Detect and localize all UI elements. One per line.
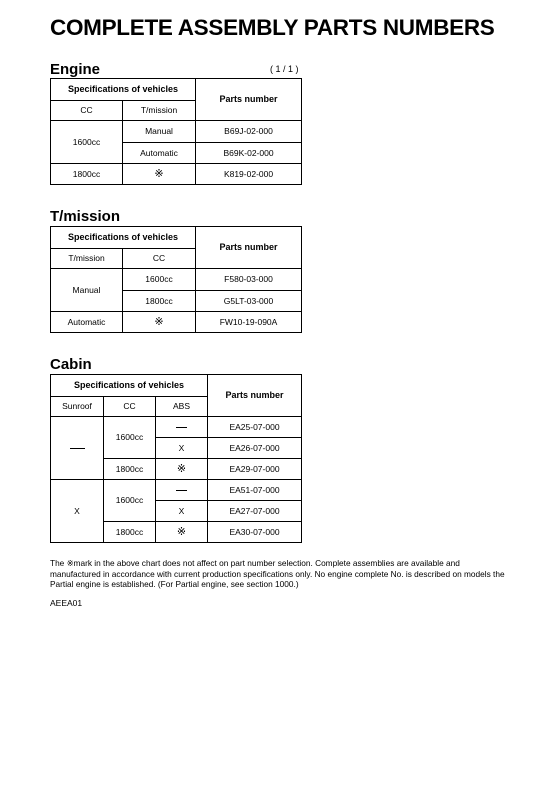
cabin-abs-cell: ※ [156,522,208,543]
tmission-col-tmission: T/mission [51,249,123,269]
page-indicator: ( 1 / 1 ) [270,64,299,74]
page-title: COMPLETE ASSEMBLY PARTS NUMBERS [50,15,495,40]
engine-table [50,78,302,185]
cabin-cc-cell: 1600cc [104,480,156,522]
cabin-cc-cell: 1800cc [104,522,156,543]
cabin-table [50,374,302,543]
cabin-abs-cell: X [156,501,208,522]
cabin-col-cc: CC [104,397,156,417]
cabin-heading: Cabin [50,356,92,373]
tmission-type-cell: Manual [51,269,123,312]
dash-mark [70,448,85,449]
tmission-table [50,226,302,333]
engine-part-number: B69J-02-000 [196,121,302,143]
tmission-cc-cell: 1800cc [123,291,196,312]
cabin-spec-header: Specifications of vehicles [51,375,208,397]
engine-parts-header: Parts number [196,79,302,121]
tmission-heading: T/mission [50,208,121,225]
cabin-abs-cell [156,417,208,438]
cabin-cc-cell: 1600cc [104,417,156,459]
dash-mark [176,427,187,428]
tmission-cc-cell: 1600cc [123,269,196,291]
cabin-part-number: EA29-07-000 [208,459,302,480]
engine-tmission-cell: Manual [123,121,196,143]
engine-heading: Engine [50,61,101,78]
cabin-abs-cell: ※ [156,459,208,480]
cabin-cc-cell: 1800cc [104,459,156,480]
document-code: AEEA01 [50,598,83,608]
cabin-part-number: EA26-07-000 [208,438,302,459]
cabin-part-number: EA30-07-000 [208,522,302,543]
cabin-part-number: EA27-07-000 [208,501,302,522]
tmission-type-cell: Automatic [51,312,123,333]
cabin-col-abs: ABS [156,397,208,417]
tmission-spec-header: Specifications of vehicles [51,227,196,249]
tmission-col-cc: CC [123,249,196,269]
engine-tmission-cell: Automatic [123,143,196,164]
cabin-part-number: EA51-07-000 [208,480,302,501]
cabin-abs-cell [156,480,208,501]
tmission-cc-cell: ※ [123,312,196,333]
engine-spec-header: Specifications of vehicles [51,79,196,101]
engine-cc-cell: 1800cc [51,164,123,185]
tmission-part-number: F580-03-000 [196,269,302,291]
engine-part-number: B69K-02-000 [196,143,302,164]
cabin-sunroof-cell [51,417,104,480]
engine-tmission-cell: ※ [123,164,196,185]
cabin-col-sunroof: Sunroof [51,397,104,417]
engine-col-tmission: T/mission [123,101,196,121]
cabin-sunroof-cell: X [51,480,104,543]
footnote: The ※mark in the above chart does not affect on part number selection. Complete assemblies are available and manufactured in accordance with current production specifications only. No engine complete No. is described on models the Partial engine is established. (For Partial engine, see section 1000.) [50,558,505,589]
engine-cc-cell: 1600cc [51,121,123,164]
tmission-part-number: FW10-19-090A [196,312,302,333]
cabin-part-number: EA25-07-000 [208,417,302,438]
engine-col-cc: CC [51,101,123,121]
tmission-part-number: G5LT-03-000 [196,291,302,312]
tmission-parts-header: Parts number [196,227,302,269]
dash-mark [176,490,187,491]
cabin-parts-header: Parts number [208,375,302,417]
cabin-abs-cell: X [156,438,208,459]
engine-part-number: K819-02-000 [196,164,302,185]
